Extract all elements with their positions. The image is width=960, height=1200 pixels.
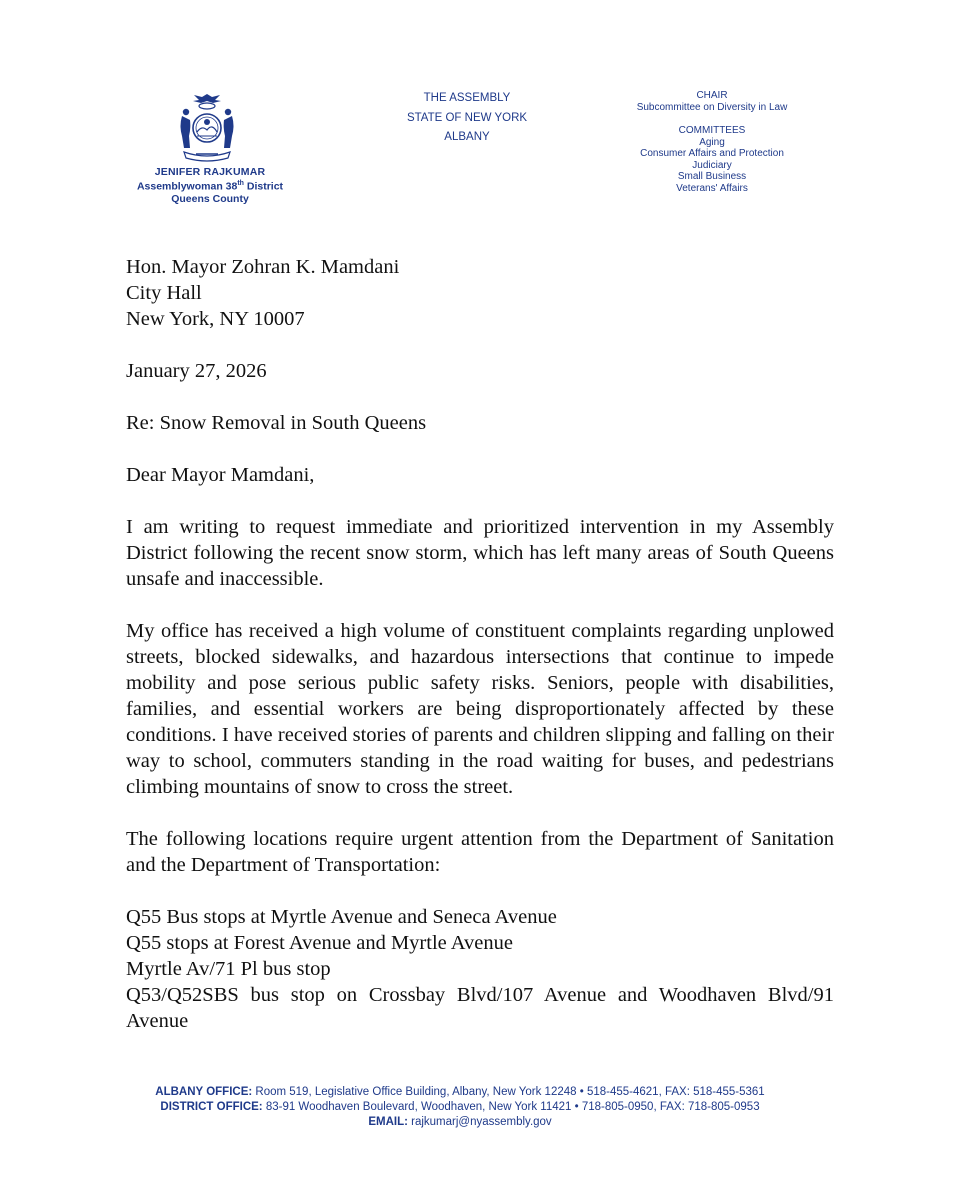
office-footer: [0, 1085, 920, 1130]
member-county: Queens County: [171, 192, 249, 205]
assembly-heading: [367, 89, 567, 148]
new-york-state-seal-icon: [170, 90, 244, 164]
assembly-line-2: STATE OF NEW YORK: [406, 111, 528, 124]
letter-subject: Re: Snow Removal in South Queens: [126, 412, 427, 434]
letterhead: [0, 0, 960, 220]
committees-label: COMMITTEES: [678, 125, 746, 136]
letter-paragraph: My office has received a high volume of constituent complaints regarding unplowed streets, blocked sidewalks, and hazardous intersections that continue to impede mobility and pose serious public safety risks. Seniors, people with disabilities, families, and essential workers are being disproportionately affected by these conditions. I have received stories of parents and children slipping and falling on their way to school, commuters standing in the road waiting for buses, and pedestrians climbing mountains of snow to cross the street.: [126, 620, 834, 798]
location-item: Q53/Q52SBS bus stop on Crossbay Blvd/107 Avenue and Woodhaven Blvd/91 Avenue: [126, 984, 834, 1032]
chair-label: CHAIR: [696, 90, 728, 101]
member-title: Assemblywoman 38th District: [136, 180, 284, 193]
district-office: DISTRICT OFFICE: 83-91 Woodhaven Boulevard, Woodhaven, New York 11421 • 718-805-0950, FAX: 718-805-0953: [160, 1101, 760, 1113]
email-address: rajkumarj@nyassembly.gov: [407, 1116, 552, 1128]
assembly-line-3: ALBANY: [444, 131, 490, 143]
recipient-line: New York, NY 10007: [126, 308, 305, 330]
committee-item: Veterans' Affairs: [676, 182, 748, 194]
member-info: [110, 166, 310, 205]
albany-office: ALBANY OFFICE: Room 519, Legislative Office Building, Albany, New York 12248 • 518-455-4621, FAX: 518-455-5361: [155, 1086, 765, 1098]
recipient-address: [126, 254, 834, 332]
chair-value: Subcommittee on Diversity in Law: [636, 101, 788, 113]
committee-item: Aging: [699, 136, 725, 148]
letter-body: [126, 254, 834, 1034]
assembly-line-1: THE ASSEMBLY: [423, 92, 511, 104]
committee-info: [612, 90, 812, 194]
recipient-line: Hon. Mayor Zohran K. Mamdani: [126, 256, 400, 278]
member-name: JENIFER RAJKUMAR: [154, 166, 266, 178]
letter-paragraph: The following locations require urgent attention from the Department of Sanitation and the Department of Transportation:: [126, 828, 834, 876]
email-line: EMAIL: rajkumarj@nyassembly.gov: [368, 1116, 552, 1128]
letter-date: January 27, 2026: [126, 360, 267, 382]
recipient-line: City Hall: [126, 282, 202, 304]
location-item: Q55 Bus stops at Myrtle Avenue and Seneca Avenue: [126, 906, 557, 928]
location-list: [126, 904, 834, 1034]
committee-item: Small Business: [677, 171, 747, 182]
letter-salutation: Dear Mayor Mamdani,: [126, 464, 315, 486]
committee-item: Consumer Affairs and Protection: [640, 148, 784, 159]
letter-paragraph: I am writing to request immediate and prioritized intervention in my Assembly District following the recent snow storm, which has left many areas of South Queens unsafe and inaccessible.: [126, 516, 834, 590]
committee-item: Judiciary: [692, 159, 732, 171]
location-item: Q55 stops at Forest Avenue and Myrtle Avenue: [126, 932, 513, 954]
location-item: Myrtle Av/71 Pl bus stop: [126, 958, 331, 980]
